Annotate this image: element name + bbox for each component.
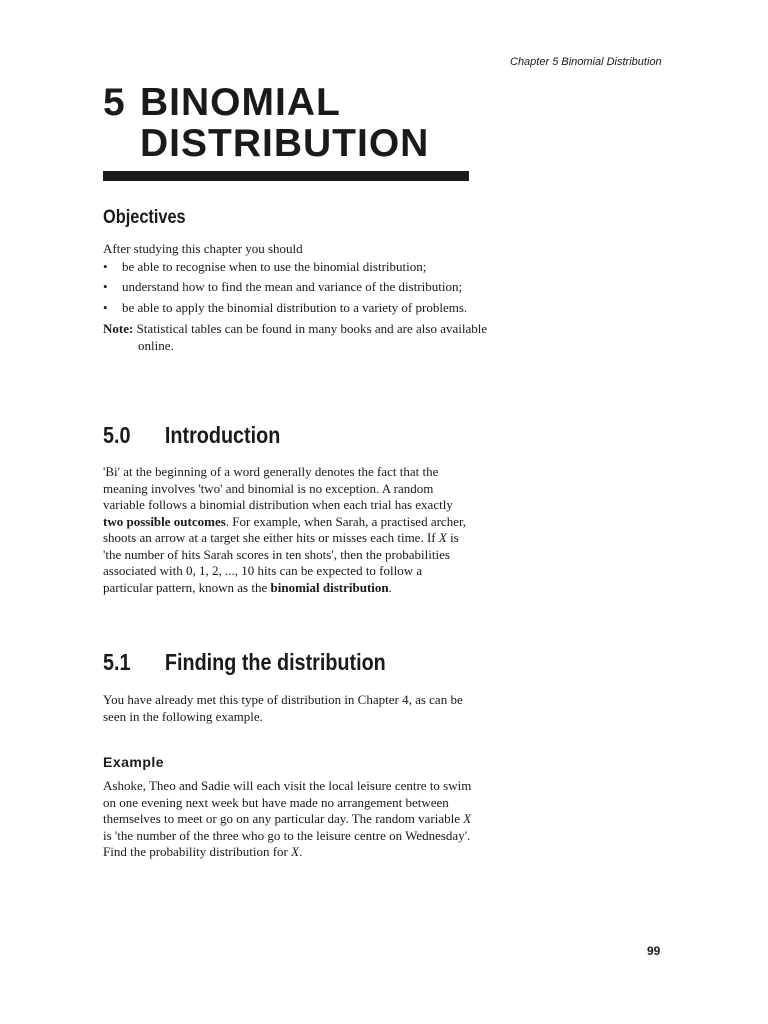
example-paragraph xyxy=(103,778,473,861)
example-heading: Example xyxy=(103,754,165,770)
example-text: is 'the number of the three who go to the leisure centre on Wednesday'. Find the probability distribution for xyxy=(103,827,471,859)
intro-bold-term: binomial distribution xyxy=(270,579,389,595)
example-text: Ashoke, Theo and Sadie will each visit the local leisure centre to swim on one evening next week but have made no arrangement between themselves to meet or go on any particular day. The random variable xyxy=(103,778,472,826)
chapter-number: 5 xyxy=(103,81,126,124)
section-heading-introduction xyxy=(103,422,280,448)
objective-item: • understand how to find the mean and variance of the distribution; xyxy=(103,279,473,296)
title-rule xyxy=(103,171,469,181)
introduction-paragraph xyxy=(103,464,471,596)
variable-x: X xyxy=(438,530,447,545)
chapter-title xyxy=(103,82,429,164)
intro-text: is 'the number of hits Sarah scores in ten shots', then the probabilities associated with 0, 1, 2, ..., 10 hits can be expected to follow a particular pattern, known as the xyxy=(103,530,459,595)
objectives-list xyxy=(103,259,473,317)
objectives-block xyxy=(103,241,488,354)
intro-text: 'Bi' at the beginning of a word generally denotes the fact that the meaning involves 'two' and binomial is no exception. A random variable follows a binomial distribution when each trial has exactly xyxy=(103,464,453,512)
page-number: 99 xyxy=(647,944,661,958)
chapter-title-line1: BINOMIAL xyxy=(140,81,341,124)
variable-x: X xyxy=(291,844,300,859)
section-number: 5.1 xyxy=(103,649,131,675)
intro-text: . For example, when Sarah, a practised archer, shoots an arrow at a target she either hits or misses each time. If xyxy=(103,513,467,545)
objectives-heading: Objectives xyxy=(103,207,186,228)
note-label: Note: xyxy=(103,321,134,336)
section-heading-finding-distribution xyxy=(103,649,386,675)
section-number: 5.0 xyxy=(103,422,131,448)
note-paragraph xyxy=(103,321,500,354)
section-title: Finding the distribution xyxy=(164,649,386,675)
intro-text: . xyxy=(388,579,392,595)
section-title: Introduction xyxy=(164,422,281,448)
objectives-intro: After studying this chapter you should xyxy=(103,241,303,256)
example-text: . xyxy=(299,844,303,859)
note-text: Statistical tables can be found in many books and are also available online. xyxy=(133,321,488,353)
running-head: Chapter 5 Binomial Distribution xyxy=(510,56,662,68)
intro-bold-term: two possible outcomes xyxy=(103,513,226,529)
finding-paragraph: You have already met this type of distribution in Chapter 4, as can be seen in the following example. xyxy=(103,692,463,724)
objective-item: • be able to recognise when to use the binomial distribution; xyxy=(103,259,473,276)
objective-item: • be able to apply the binomial distribution to a variety of problems. xyxy=(103,300,473,317)
variable-x: X xyxy=(463,811,472,826)
chapter-title-line2: DISTRIBUTION xyxy=(140,122,430,165)
